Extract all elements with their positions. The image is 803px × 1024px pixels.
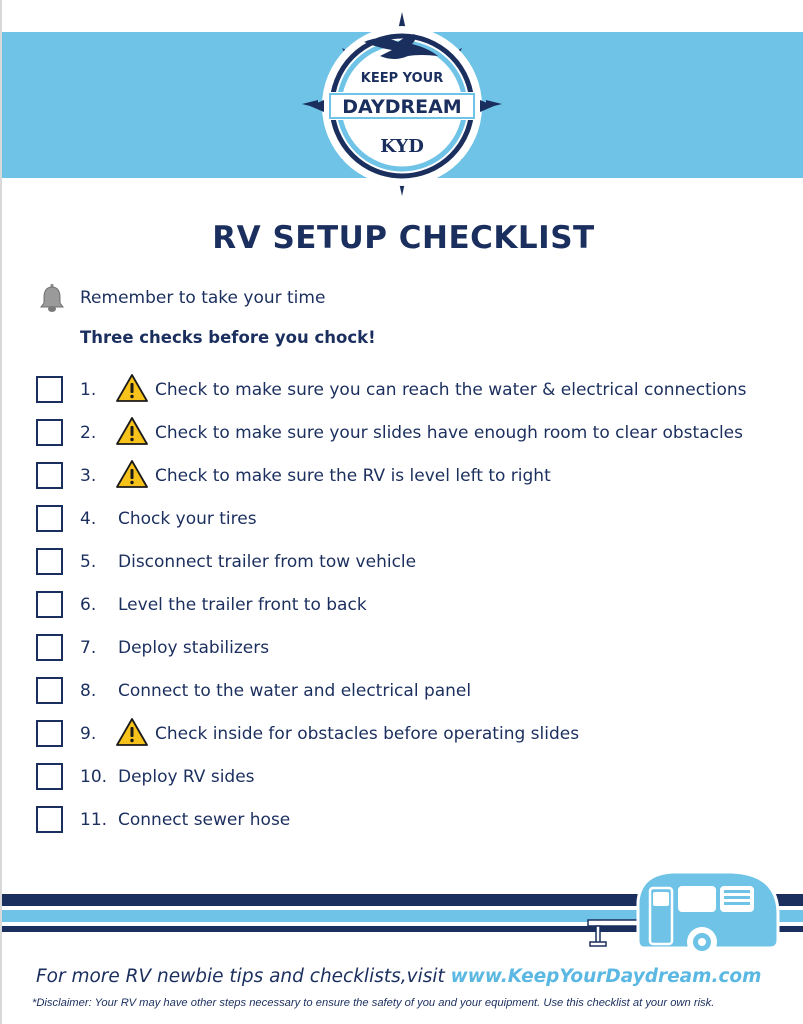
item-number: 10. xyxy=(80,766,108,787)
page-title: RV SETUP CHECKLIST xyxy=(212,220,595,256)
item-text: Disconnect trailer from tow vehicle xyxy=(118,551,417,572)
logo-main-text: DAYDREAM xyxy=(342,96,462,118)
list-item xyxy=(36,712,796,755)
list-item xyxy=(36,540,796,583)
list-item xyxy=(36,497,796,540)
warning-icon xyxy=(116,416,148,446)
list-item xyxy=(36,755,796,798)
checkbox[interactable] xyxy=(36,806,63,833)
keep-your-daydream-logo xyxy=(302,12,502,196)
item-number: 8. xyxy=(80,680,97,701)
promo-text: For more RV newbie tips and checklists,visit xyxy=(36,966,445,987)
item-number: 9. xyxy=(80,723,97,744)
item-text: Check to make sure you can reach the water & electrical connections xyxy=(155,379,747,400)
subheading: Three checks before you chock! xyxy=(80,328,376,347)
item-number: 5. xyxy=(80,551,97,572)
checkbox[interactable] xyxy=(36,677,63,704)
item-text: Connect to the water and electrical panel xyxy=(118,680,472,701)
reminder-text: Remember to take your time xyxy=(80,288,326,308)
item-number: 1. xyxy=(80,379,97,400)
promo-link[interactable]: www.KeepYourDaydream.com xyxy=(450,966,762,987)
list-item xyxy=(36,411,796,454)
item-number: 7. xyxy=(80,637,97,658)
checkbox[interactable] xyxy=(36,462,63,489)
checkbox[interactable] xyxy=(36,548,63,575)
disclaimer: *Disclaimer: Your RV may have other steps necessary to ensure the safety of you and your equipment. Use this checklist at your own risk. xyxy=(32,997,715,1009)
item-text: Deploy stabilizers xyxy=(118,637,270,658)
warning-icon xyxy=(116,373,148,403)
checklist xyxy=(36,368,796,841)
checkbox[interactable] xyxy=(36,720,63,747)
item-text: Check to make sure the RV is level left to right xyxy=(155,465,551,486)
warning-icon xyxy=(116,717,148,747)
item-text: Check to make sure your slides have enough room to clear obstacles xyxy=(155,422,744,443)
item-text: Deploy RV sides xyxy=(118,766,255,787)
list-item xyxy=(36,626,796,669)
item-number: 4. xyxy=(80,508,97,529)
list-item xyxy=(36,798,796,841)
item-text: Connect sewer hose xyxy=(118,809,291,830)
item-number: 6. xyxy=(80,594,97,615)
checkbox[interactable] xyxy=(36,591,63,618)
checkbox[interactable] xyxy=(36,634,63,661)
reminder xyxy=(38,283,325,313)
list-item xyxy=(36,454,796,497)
logo-top-text: KEEP YOUR xyxy=(360,71,444,86)
checkbox[interactable] xyxy=(36,505,63,532)
bell-icon xyxy=(38,283,66,313)
item-number: 11. xyxy=(80,809,108,830)
list-item xyxy=(36,669,796,712)
camper-trailer-icon xyxy=(582,862,803,962)
list-item xyxy=(36,583,796,626)
checkbox[interactable] xyxy=(36,763,63,790)
item-text: Check inside for obstacles before operating slides xyxy=(155,723,580,744)
item-number: 2. xyxy=(80,422,97,443)
warning-icon xyxy=(116,459,148,489)
checkbox[interactable] xyxy=(36,419,63,446)
promo-line xyxy=(36,966,761,987)
list-item xyxy=(36,368,796,411)
item-text: Level the trailer front to back xyxy=(118,594,367,615)
logo-monogram: KYD xyxy=(380,136,424,157)
item-number: 3. xyxy=(80,465,97,486)
item-text: Chock your tires xyxy=(118,508,257,529)
checkbox[interactable] xyxy=(36,376,63,403)
